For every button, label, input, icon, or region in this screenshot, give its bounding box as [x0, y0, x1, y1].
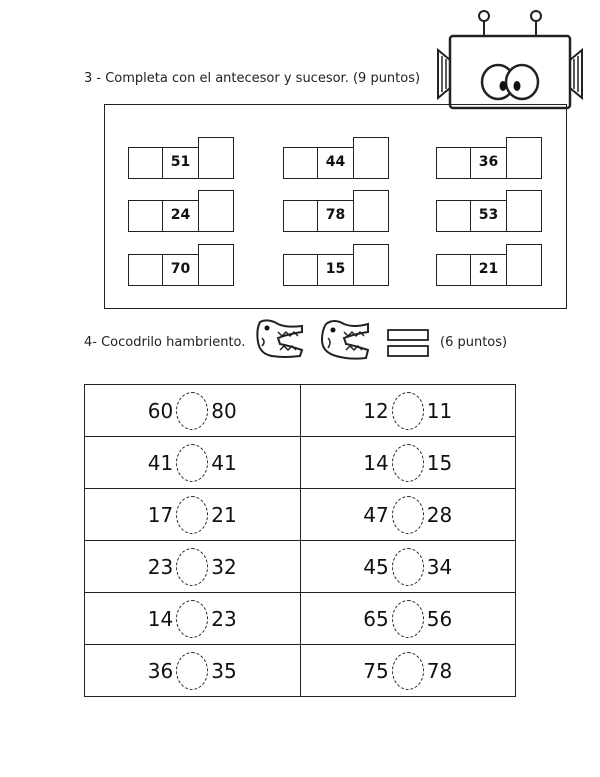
successor-box[interactable]: [198, 137, 234, 179]
answer-circle[interactable]: [176, 392, 208, 430]
predecessor-box[interactable]: [128, 254, 163, 286]
sequence-item: [283, 190, 390, 234]
answer-circle[interactable]: [392, 444, 424, 482]
sequence-item: [436, 137, 543, 181]
right-number: 32: [211, 554, 237, 579]
left-number: 45: [363, 554, 389, 579]
predecessor-box[interactable]: [436, 147, 471, 179]
left-number: 41: [147, 450, 174, 475]
predecessor-box[interactable]: [436, 200, 471, 232]
exercise-4-points: (6 puntos): [440, 335, 508, 350]
predecessor-box[interactable]: [128, 147, 163, 179]
right-number: 11: [426, 398, 453, 423]
number-box: 21: [470, 254, 507, 286]
comparison-cell: [85, 645, 301, 697]
successor-box[interactable]: [353, 190, 389, 232]
successor-box[interactable]: [198, 190, 234, 232]
sequence-item: [436, 190, 543, 234]
predecessor-box[interactable]: [283, 200, 318, 232]
sequence-item: [283, 244, 390, 288]
answer-circle[interactable]: [392, 548, 424, 586]
left-number: 65: [363, 606, 389, 631]
number-box: 36: [470, 147, 507, 179]
number-box: 51: [162, 147, 199, 179]
right-number: 78: [426, 658, 453, 683]
answer-circle[interactable]: [176, 652, 208, 690]
answer-circle[interactable]: [392, 496, 424, 534]
table-row: [85, 593, 516, 645]
crocodile-left-icon: [254, 316, 306, 364]
table-row: [85, 437, 516, 489]
number-box: 70: [162, 254, 199, 286]
comparison-table: [84, 384, 516, 697]
left-number: 60: [147, 398, 174, 423]
table-row: [85, 489, 516, 541]
right-number: 80: [211, 398, 237, 423]
sequence-item: [128, 137, 235, 181]
predecessor-box[interactable]: [436, 254, 471, 286]
robot-mascot-icon: [434, 4, 586, 110]
answer-circle[interactable]: [176, 548, 208, 586]
sequence-item: [128, 244, 235, 288]
comparison-cell: [300, 541, 516, 593]
left-number: 36: [147, 658, 174, 683]
left-number: 23: [147, 554, 174, 579]
number-box: 78: [317, 200, 354, 232]
answer-circle[interactable]: [392, 600, 424, 638]
successor-box[interactable]: [506, 244, 542, 286]
comparison-cell: [300, 489, 516, 541]
sequence-item: [283, 137, 390, 181]
successor-box[interactable]: [506, 137, 542, 179]
comparison-cell: [85, 593, 301, 645]
comparison-cell: [300, 385, 516, 437]
right-number: 15: [426, 450, 453, 475]
comparison-cell: [85, 385, 301, 437]
predecessor-box[interactable]: [283, 254, 318, 286]
left-number: 12: [363, 398, 389, 423]
right-number: 34: [426, 554, 453, 579]
number-box: 24: [162, 200, 199, 232]
left-number: 17: [147, 502, 174, 527]
right-number: 41: [211, 450, 237, 475]
table-row: [85, 385, 516, 437]
exercise-3-heading: 3 - Completa con el antecesor y sucesor. (9 puntos): [84, 71, 421, 86]
predecessor-box[interactable]: [128, 200, 163, 232]
left-number: 14: [363, 450, 389, 475]
exercise-4-heading: 4- Cocodrilo hambriento.: [84, 335, 246, 350]
answer-circle[interactable]: [392, 652, 424, 690]
table-row: [85, 645, 516, 697]
left-number: 14: [147, 606, 174, 631]
comparison-cell: [300, 593, 516, 645]
answer-circle[interactable]: [392, 392, 424, 430]
equals-sign-icon: [386, 328, 430, 358]
predecessor-box[interactable]: [283, 147, 318, 179]
number-box: 44: [317, 147, 354, 179]
answer-circle[interactable]: [176, 600, 208, 638]
right-number: 35: [211, 658, 237, 683]
comparison-cell: [85, 541, 301, 593]
successor-box[interactable]: [198, 244, 234, 286]
number-box: 53: [470, 200, 507, 232]
comparison-cell: [300, 645, 516, 697]
sequence-item: [436, 244, 543, 288]
comparison-cell: [85, 489, 301, 541]
left-number: 47: [363, 502, 389, 527]
table-row: [85, 541, 516, 593]
exercise-3-box: [104, 104, 567, 309]
right-number: 28: [426, 502, 453, 527]
comparison-cell: [300, 437, 516, 489]
left-number: 75: [363, 658, 389, 683]
answer-circle[interactable]: [176, 496, 208, 534]
right-number: 21: [211, 502, 237, 527]
sequence-item: [128, 190, 235, 234]
right-number: 56: [426, 606, 453, 631]
right-number: 23: [211, 606, 237, 631]
answer-circle[interactable]: [176, 444, 208, 482]
successor-box[interactable]: [506, 190, 542, 232]
successor-box[interactable]: [353, 137, 389, 179]
crocodile-right-icon: [318, 316, 372, 364]
successor-box[interactable]: [353, 244, 389, 286]
number-box: 15: [317, 254, 354, 286]
comparison-cell: [85, 437, 301, 489]
